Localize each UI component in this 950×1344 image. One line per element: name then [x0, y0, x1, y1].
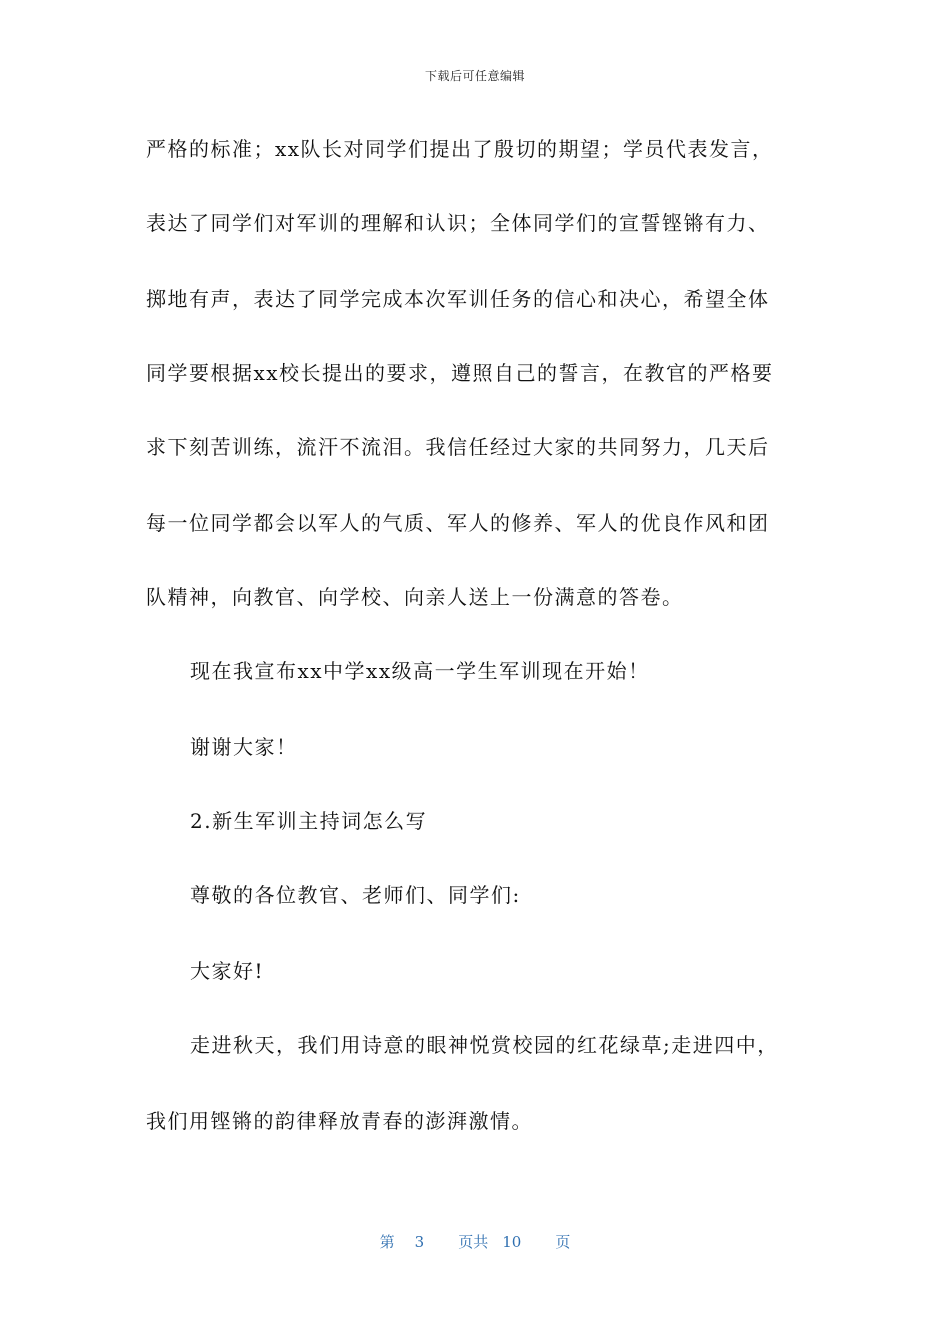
- footer-prefix: 第: [379, 1233, 395, 1251]
- announcement-line: 现在我宣布xx中学xx级高一学生军训现在开始！: [190, 659, 650, 683]
- body-line-7: 队精神，向教官、向学校、向亲人送上一份满意的答卷。: [146, 585, 684, 609]
- body-line-4: 同学要根据xx校长提出的要求，遵照自己的誓言，在教官的严格要: [146, 361, 774, 385]
- body-line-2: 表达了同学们对军训的理解和认识；全体同学们的宣誓铿锵有力、: [146, 211, 770, 235]
- body-line-6: 每一位同学都会以军人的气质、军人的修养、军人的优良作风和团: [146, 511, 770, 535]
- footer-page-total: 10: [502, 1233, 522, 1251]
- thanks-line: 谢谢大家！: [190, 735, 298, 759]
- footer-suffix: 页: [555, 1233, 571, 1251]
- body-line-1: 严格的标准；xx队长对同学们提出了殷切的期望；学员代表发言，: [146, 137, 774, 161]
- greeting-line: 大家好!: [190, 959, 265, 983]
- page-footer: [0, 1231, 950, 1252]
- body-line-3: 掷地有声，表达了同学完成本次军训任务的信心和决心，希望全体: [146, 287, 770, 311]
- page-header-note: 下载后可任意编辑: [424, 69, 525, 83]
- section-heading: 2.新生军训主持词怎么写: [190, 809, 428, 833]
- body-line-14: 我们用铿锵的韵律释放青春的澎湃激情。: [146, 1109, 533, 1133]
- footer-page-number: 3: [414, 1233, 425, 1251]
- salutation-line: 尊敬的各位教官、老师们、同学们:: [190, 883, 521, 907]
- body-line-13: 走进秋天，我们用诗意的眼神悦赏校园的红花绿草;走进四中，: [190, 1033, 779, 1057]
- body-line-5: 求下刻苦训练，流汗不流泪。我信任经过大家的共同努力，几天后: [146, 435, 770, 459]
- footer-mid: 页共: [458, 1233, 489, 1251]
